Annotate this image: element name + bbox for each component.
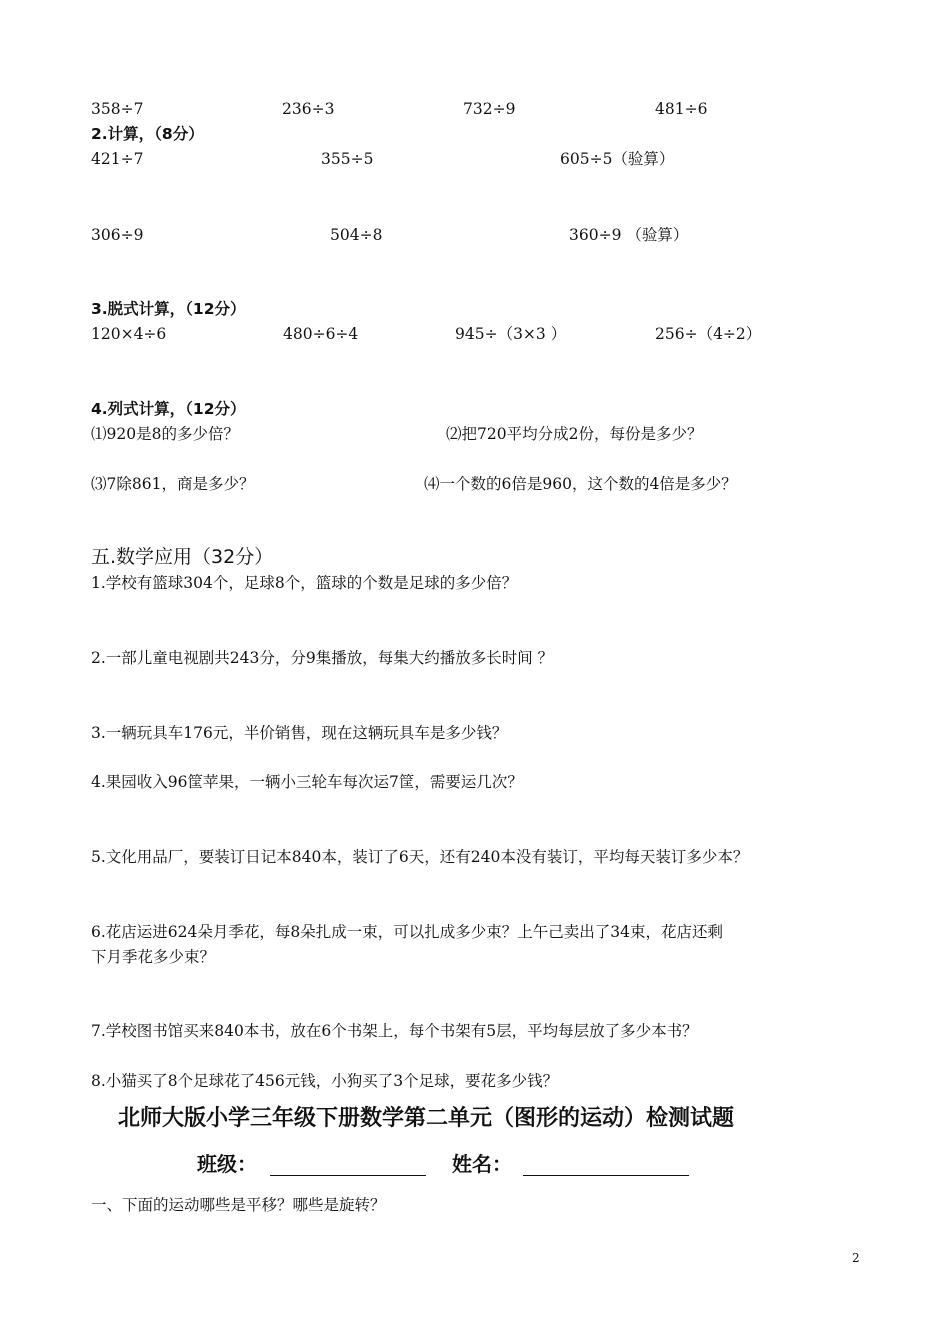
question-text: 下月季花多少束？ (91, 948, 216, 966)
section-2-title: 2.计算，（8分） (91, 125, 204, 143)
division-item: 504÷8 (330, 226, 383, 244)
question-text: 3.一辆玩具车176元，半价销售，现在这辆玩具车是多少钱？ (91, 724, 508, 742)
division-item: 605÷5（验算） (560, 150, 675, 168)
question-text: 一、下面的运动哪些是平移？哪些是旋转？ (91, 1196, 386, 1214)
name-label: 姓名： (452, 1152, 512, 1176)
question-text: 1.学校有篮球304个，足球8个，篮球的个数是足球的多少倍？ (91, 574, 518, 592)
question-text: ⑴920是8的多少倍？ (91, 425, 239, 443)
division-item: 236÷3 (282, 100, 335, 118)
question-text: ⑵把720平均分成2份，每份是多少？ (446, 425, 703, 443)
question-text: ⑷一个数的6倍是960，这个数的4倍是多少？ (424, 475, 737, 493)
class-blank[interactable] (270, 1175, 426, 1176)
class-label: 班级： (197, 1152, 257, 1176)
section-3-title: 3.脱式计算，（12分） (91, 300, 246, 318)
question-text: 4.果园收入96筐苹果，一辆小三轮车每次运7筐，需要运几次？ (91, 773, 523, 791)
section-5-title: 五.数学应用（32分） (91, 546, 274, 568)
page-number: 2 (852, 1251, 860, 1265)
division-item: 421÷7 (91, 150, 144, 168)
name-blank[interactable] (523, 1175, 689, 1176)
division-item: 306÷9 (91, 226, 144, 244)
division-item: 481÷6 (655, 100, 708, 118)
expression-item: 945÷（3×3 ） (455, 325, 567, 343)
section-4-title: 4.列式计算，（12分） (91, 400, 246, 418)
expression-item: 480÷6÷4 (283, 325, 359, 343)
division-item: 355÷5 (321, 150, 374, 168)
division-item: 358÷7 (91, 100, 144, 118)
question-text: 8.小猫买了8个足球花了456元钱，小狗买了3个足球，要花多少钱？ (91, 1072, 559, 1090)
division-item: 360÷9 （验算） (569, 226, 689, 244)
expression-item: 120×4÷6 (91, 325, 167, 343)
test-title: 北师大版小学三年级下册数学第二单元（图形的运动）检测试题 (118, 1106, 735, 1131)
question-text: 6.花店运进624朵月季花，每8朵扎成一束，可以扎成多少束？上午己卖出了34束，花店还剩 (91, 923, 723, 941)
question-text: 7.学校图书馆买来840本书，放在6个书架上，每个书架有5层，平均每层放了多少本书？ (91, 1022, 698, 1040)
division-item: 732÷9 (463, 100, 516, 118)
question-text: 5.文化用品厂，要装订日记本840本，装订了6天，还有240本没有装订，平均每天装订多少本？ (91, 848, 749, 866)
question-text: ⑶7除861，商是多少？ (91, 475, 255, 493)
question-text: 2.一部儿童电视剧共243分，分9集播放，每集大约播放多长时间 ？ (91, 649, 554, 667)
expression-item: 256÷（4÷2） (655, 325, 762, 343)
